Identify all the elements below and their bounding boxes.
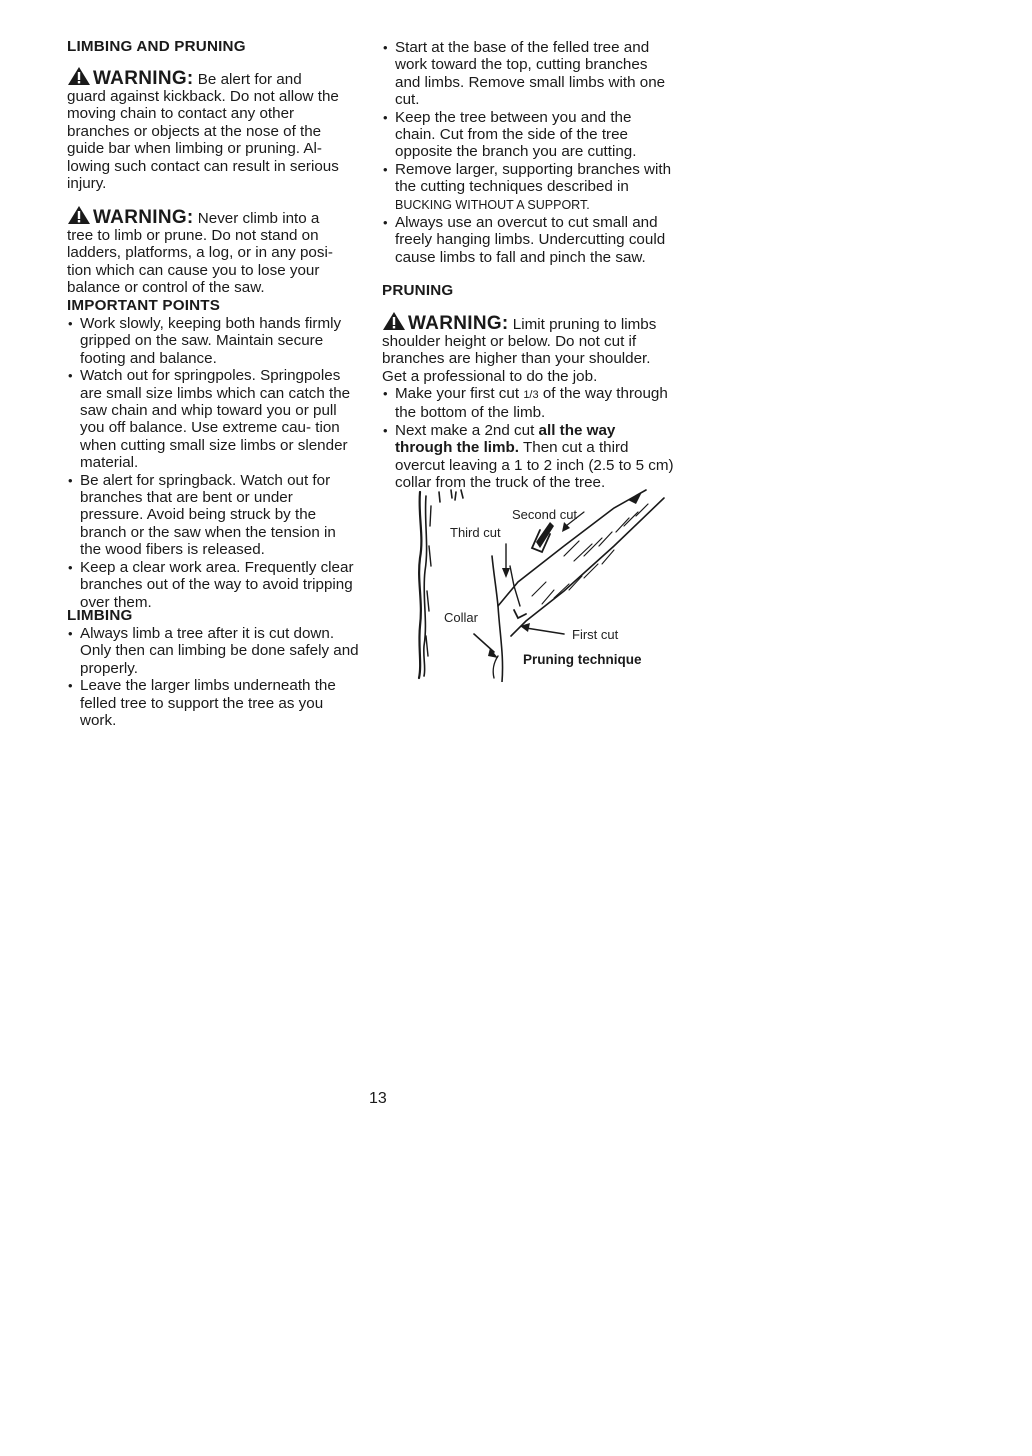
page-number: 13 — [369, 1090, 387, 1107]
list-item: • Work slowly, keeping both hands firmly gripped on the saw. Maintain secure footing and balance. — [67, 315, 359, 367]
second-cut-emphasis: all the way through the limb. — [395, 421, 616, 457]
limbing-pruning-heading: LIMBING AND PRUNING — [67, 38, 246, 55]
list-item: • Keep the tree between you and the chain. Cut from the side of the tree opposite the branch you are cutting. — [382, 109, 674, 161]
warning-line: injury. — [67, 175, 107, 193]
collar-label: Collar — [444, 610, 478, 625]
third-cut-label: Third cut — [450, 525, 501, 540]
warning-line: moving chain to contact any other — [67, 105, 295, 123]
first-cut-label: First cut — [572, 627, 619, 642]
warning-label: WARNING: — [93, 207, 194, 228]
warning-triangle-icon — [67, 205, 91, 225]
warning-line: tree to limb or prune. Do not stand on — [67, 227, 319, 244]
warning-kickback — [67, 66, 359, 192]
important-points-heading: IMPORTANT POINTS — [67, 297, 221, 314]
warning-line: branches or objects at the nose of the — [67, 122, 322, 140]
remove-larger-text: Remove larger, supporting branches with the cutting techniques described in — [395, 160, 672, 196]
list-item: • Always limb a tree after it is cut down. Only then can limbing be done safely and properly. — [67, 625, 359, 677]
limbing-list — [67, 625, 359, 729]
warning-line: balance or control of the saw. — [67, 279, 265, 297]
first-cut-text-end: of the way through the bottom of the limb. — [395, 385, 668, 422]
section-reference: BUCKING WITHOUT A SUPPORT. — [395, 197, 590, 212]
warning-line: Get a professional to do the job. — [382, 367, 598, 385]
list-item: • Start at the base of the felled tree and work toward the top, cutting branches and limbs. Remove small limbs with one cut. — [382, 39, 674, 109]
warning-line: shoulder height or below. Do not cut if — [382, 333, 637, 350]
warning-text-first: Be alert for and — [197, 71, 302, 88]
warning-line: branches are higher than your shoulder. — [382, 350, 651, 368]
warning-text-first: Limit pruning to limbs — [512, 316, 657, 333]
limbing-heading: LIMBING — [67, 607, 133, 624]
first-cut-fraction: 1/3 — [523, 389, 539, 401]
warning-triangle-icon — [382, 311, 406, 331]
list-item — [382, 422, 674, 492]
warning-text-first: Never climb into a — [197, 210, 320, 227]
list-item: • Be alert for springback. Watch out for branches that are bent or under pressure. Avoid being struck by the branch or the saw when the tension in the wood fibers is released. — [67, 472, 359, 559]
warning-label: WARNING: — [93, 68, 194, 89]
second-cut-text-end: Then cut a third overcut leaving a 1 to 2 inch (2.5 to 5 cm) collar from the truck of the tree. — [395, 439, 674, 492]
warning-line: ladders, platforms, a log, or in any posi- — [67, 244, 333, 262]
pruning-technique-figure — [414, 486, 676, 682]
list-item — [382, 161, 674, 214]
warning-line: guard against kickback. Do not allow the — [67, 88, 339, 105]
second-cut-label: Second cut — [512, 507, 578, 522]
figure-caption: Pruning technique — [523, 652, 642, 667]
limbing-list-continued — [382, 39, 674, 266]
warning-line: guide bar when limbing or pruning. Al- — [67, 140, 322, 158]
list-item: • Leave the larger limbs underneath the felled tree to support the tree as you work. — [67, 677, 359, 729]
second-cut-text: Next make a 2nd cut — [395, 421, 535, 439]
list-item: • Keep a clear work area. Frequently clear branches out of the way to avoid tripping over them. — [67, 559, 359, 611]
warning-line: tion which can cause you to lose your — [67, 261, 320, 279]
warning-triangle-icon — [67, 66, 91, 86]
list-item: • Always use an overcut to cut small and freely hanging limbs. Undercutting could cause limbs to fall and pinch the saw. — [382, 214, 674, 266]
list-item: • Watch out for springpoles. Springpoles are small size limbs which can catch the saw chain and whip toward you or pull you off balance. Use extreme cau- tion when cutting small size limbs or slender material. — [67, 367, 359, 471]
first-cut-text: Make your first cut — [395, 385, 520, 402]
pruning-list — [382, 385, 674, 491]
pruning-heading: PRUNING — [382, 282, 454, 299]
list-item — [382, 385, 674, 422]
warning-line: lowing such contact can result in serious — [67, 157, 339, 175]
warning-label: WARNING: — [408, 313, 509, 334]
important-points-list — [67, 315, 359, 611]
warning-climb — [67, 205, 359, 297]
warning-pruning — [382, 311, 674, 385]
